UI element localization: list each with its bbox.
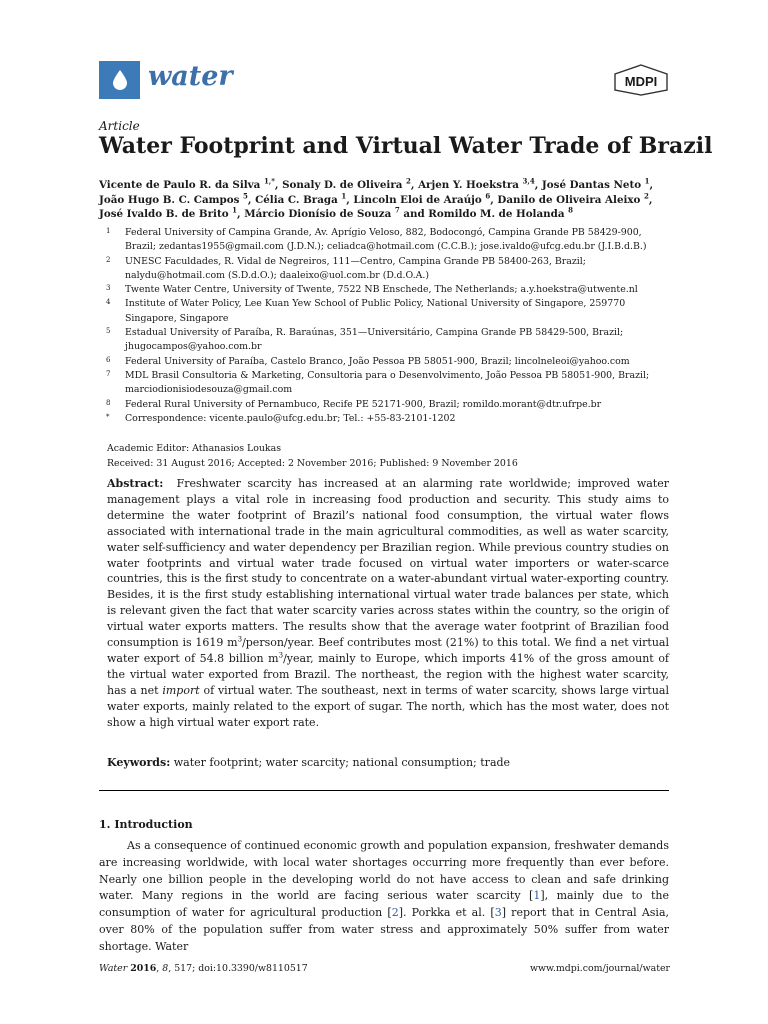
footer-url[interactable]: www.mdpi.com/journal/water [529,963,670,974]
affiliation-item [99,297,674,326]
affiliation-number: 2 [106,255,111,264]
affiliation-item [99,355,674,369]
abstract [107,476,669,731]
affiliation-item [99,255,674,284]
author-name: Romildo M. de Holanda [428,208,569,220]
affiliation-item [99,226,674,255]
affiliation-number: 6 [106,355,111,364]
keywords [107,755,669,771]
author-name: Márcio Dionísio de Souza [244,208,395,220]
footer-journal: Water [99,963,128,974]
affiliation-number: 3 [106,284,111,293]
affiliation-number: 4 [106,298,111,307]
abstract-text: /person/year. Beef contributes most (21%) to this total. We find a net virtual water export of 54.8 billion m [107,636,669,665]
affiliations [99,226,674,426]
mdpi-logo [612,64,670,96]
author-name: Vicente de Paulo R. da Silva [99,179,264,191]
author-affiliation-mark: 1 [644,176,650,186]
author-affiliation-mark: 6 [485,191,491,201]
affiliation-item [99,398,674,412]
author-name: José Dantas Neto [541,179,645,191]
journal-name: water [148,61,233,92]
author-name: Danilo de Oliveira Aleixo [497,193,644,206]
abstract-sup: 3 [237,635,243,644]
affiliation-item [99,326,674,355]
abstract-text: /year, mainly to Europe, which imports 41% of the gross amount of the virtual water exported from Brazil. The northeast, the region with the highest water scarcity, has a net [107,651,670,697]
author-name: Arjen Y. Hoekstra [418,179,523,191]
section-heading: 1. Introduction [99,818,193,831]
keywords-label: Keywords: [107,756,171,769]
affiliation-text: UNESC Faculdades, R. Vidal de Negreiros, 111—Centro, Campina Grande PB 58400-263, Brazil; nalydu@hotmail.com (S.D.d.O.); daaleixo@uol.com.br (D.d.O.A.) [125,255,586,281]
affiliation-text: Correspondence: vicente.paulo@ufcg.edu.br; Tel.: +55-83-2101-1202 [125,412,456,424]
affiliation-item [99,369,674,398]
author-name: Sonaly D. de Oliveira [282,179,407,191]
academic-editor: Academic Editor: Athanasios Loukas [107,443,282,454]
abstract-italic: import [162,683,200,697]
affiliation-item [99,412,674,426]
author-affiliation-mark: 1,* [263,176,275,186]
footer-volume: 8 [162,963,169,974]
author-affiliation-mark: 8 [568,205,573,215]
paper-title: Water Footprint and Virtual Water Trade of Brazil [99,133,713,159]
intro-text: As a consequence of continued economic growth and population expansion, freshwater demands are increasing worldwide, with local water shortages occurring more frequently than ever before. Nearly one billion people in the developing world do not have access to clean and safe drinking water. Many regions in the world are facing serious water scarcity [ [99,839,669,903]
abstract-text: of virtual water. The southeast, next in terms of water scarcity, shows large virtual water exports, mainly related to the export of sugar. The north, which has the most water, does not show a high virtual water export rate. [107,683,669,729]
article-type: Article [99,119,140,133]
author-affiliation-mark: 3,4 [522,176,535,186]
affiliation-text: Estadual University of Paraíba, R. Baraúnas, 351—Universitário, Campina Grande PB 58429-500, Brazil; jhugocampos@yahoo.com.br [125,327,624,353]
author-name: Lincoln Eloi de Araújo [353,193,486,206]
affiliation-number: 5 [106,327,111,336]
author-affiliation-mark: 7 [394,205,400,215]
citation-link[interactable]: 3 [494,906,502,920]
author-name: José Ivaldo B. de Brito [99,208,233,220]
affiliation-text: Federal Rural University of Pernambuco, Recife PE 52171-900, Brazil; romildo.morant@dtr.ufrpe.br [125,398,602,410]
affiliation-number: 7 [106,369,111,378]
publisher-name: MDPI [624,74,658,89]
author-affiliation-mark: 1 [232,205,238,215]
affiliation-text: MDL Brasil Consultoria & Marketing, Consultoria para o Desenvolvimento, João Pessoa PB 58051-900, Brazil; marciodionisiodesouza@gmail.com [125,369,650,396]
author-affiliation-mark: 1 [341,191,347,201]
affiliation-text: Federal University of Paraíba, Castelo Branco, João Pessoa PB 58051-900, Brazil; lincolneleoi@yahoo.com [125,355,630,367]
citation-link[interactable]: 1 [533,889,541,903]
intro-text: ]. Porkka et al. [ [398,906,495,920]
affiliation-text: Institute of Water Policy, Lee Kuan Yew School of Public Policy, National University of Singapore, 259770 Singapore, Singapore [125,298,626,324]
author-affiliation-mark: 2 [644,191,649,201]
author-affiliation-mark: 2 [406,176,411,186]
footer-doi: , 517; doi:10.3390/w8110517 [168,963,308,974]
abstract-label: Abstract: [107,477,164,490]
abstract-sup: 3 [278,651,284,660]
citation-link[interactable]: 2 [391,906,399,920]
intro-text: ] report that in Central Asia, over 80% of the population suffer from water stress and approximately 50% suffer from water shortage. Water [99,906,670,953]
affiliation-text: Federal University of Campina Grande, Av. Aprígio Veloso, 882, Bodocongó, Campina Grande PB 58429-900, Brazil; zedantas1955@gmail.com (J.D.N.); celiadca@hotmail.com (C.C.B.); jose.ivaldo@ufcg.edu.br (J.I.B.d.B.) [125,227,647,253]
affiliation-number: 1 [106,227,111,235]
intro-paragraph [99,838,669,956]
water-drop-icon [112,69,128,91]
article-dates: Received: 31 August 2016; Accepted: 2 November 2016; Published: 9 November 2016 [107,457,518,469]
affiliation-number: 8 [106,398,111,407]
footer-year: 2016 [130,963,157,974]
keywords-text: water footprint; water scarcity; national consumption; trade [173,756,511,769]
author-name: João Hugo B. C. Campos [99,193,244,206]
footer-citation: Water 2016, 8, 517; doi:10.3390/w8110517 [99,963,308,974]
article-meta [107,442,677,471]
journal-logo-icon [99,61,140,99]
affiliation-text: Twente Water Centre, University of Twente, 7522 NB Enschede, The Netherlands; a.y.hoekstra@utwente.nl [125,284,638,296]
author-name: Célia C. Braga [255,193,342,206]
author-affiliation-mark: 5 [243,191,248,201]
section-divider [99,790,669,791]
affiliation-number: * [106,412,110,421]
abstract-text: Freshwater scarcity has increased at an alarming rate worldwide; improved water management plays a vital role in increasing food production and security. This study aims to determine the water footprint of Brazil’s national food consumption, the virtual water flows associated with international trade in the main agricultural commodities, as well as water scarcity, water self-sufficiency and water dependency per Brazilian region. While previous country studies on water footprints and virtual water trade focused on virtual water importers or water-scarce countries, this is the first study to concentrate on a water-abundant virtual water-exporting country. Besides, it is the first study establishing international virtual water trade balances per state, which is relevant given the fact that water scarcity varies across states within the country, so the origin of virtual water exports matters. The results show that the average water footprint of Brazilian food consumption is 1619 m [107,477,669,650]
affiliation-item [99,283,674,297]
intro-text: ], mainly due to the consumption of water for agricultural production [ [99,889,669,920]
author-list: Vicente de Paulo R. da Silva $^{1,*}$, Sonaly D. de Oliveira $^2$, Arjen Y. Hoekstra $^{3,4}$, José Dantas Neto $^1$, João Hugo B. C. Campos $^5$, Célia C. Braga $^1$, Lincoln Eloi de Araújo $^6$, Danilo de Oliveira Aleixo $^2$, José Ivaldo B. de Brito $^1$, Márcio Dionísio de Souza $^7$ and Romildo M. de Holanda $^8$ [99,176,654,220]
